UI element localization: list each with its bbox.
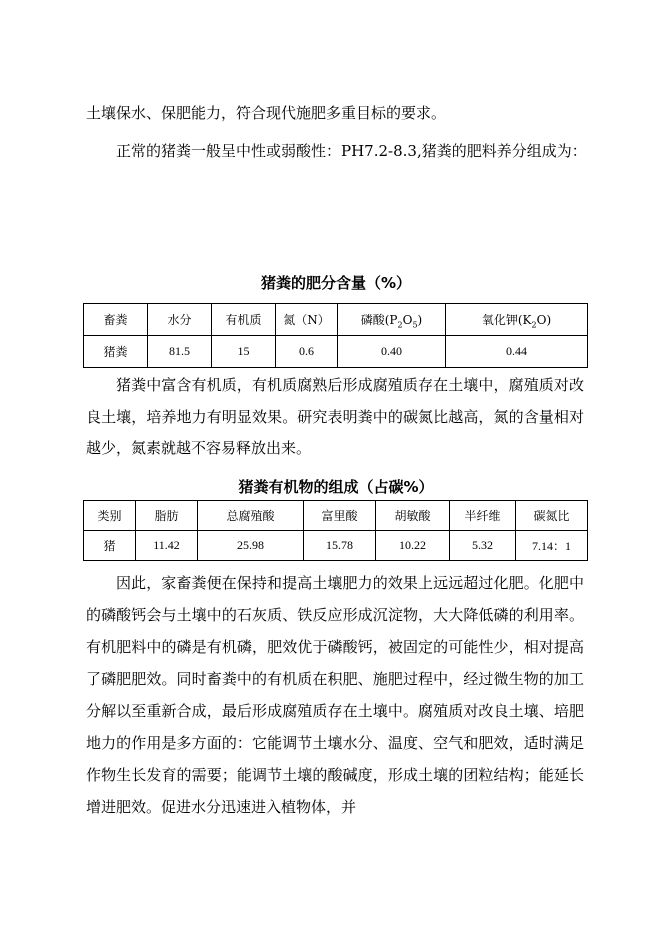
table2-cell: 25.98 xyxy=(198,531,304,561)
table2-cell: 10.22 xyxy=(376,531,450,561)
table2-cell: 11.42 xyxy=(136,531,198,561)
table1-cell: 81.5 xyxy=(148,336,212,368)
phosphate-label-end: ) xyxy=(417,313,423,327)
paragraph-organic-matter: 猪粪中富含有机质，有机质腐熟后形成腐殖质存在土壤中，腐殖质对改良土壤，培养地力有明显效果。研究表明粪中的碳氮比越高，氮的含量相对越少，氮素就越不容易释放出来。 xyxy=(86,376,584,457)
phosphate-label-mid: O xyxy=(402,313,413,327)
table-row xyxy=(84,336,588,368)
table1-header-row xyxy=(84,304,588,336)
table1-header-cell: 有机质 xyxy=(212,304,276,336)
table2-header-cell: 富里酸 xyxy=(304,501,376,531)
paragraph-conclusion: 因此，家畜粪便在保持和提高土壤肥力的效果上远远超过化肥。化肥中的磷酸钙会与土壤中的石灰质、铁反应形成沉淀物，大大降低磷的利用率。有机肥料中的磷是有机磷，肥效优于磷酸钙，被固定的可能性少，相对提高了磷肥肥效。同时畜粪中的有机质在积肥、施肥过程中，经过微生物的加工分解以至重新合成，最后形成腐殖质存在土壤中。腐殖质对改良土壤、培肥地力的作用是多方面的：它能调节土壤水分、温度、空气和肥效，适时满足作物生长发育的需要；能调节土壤的酸碱度，形成土壤的团粒结构；能延长增进肥效。促进水分迅速进入植物体，并 xyxy=(86,574,584,816)
table1-cell: 15 xyxy=(212,336,276,368)
potash-label: 氧化钾(K xyxy=(481,313,532,327)
potash-sub: 2 xyxy=(531,320,537,330)
table2-header-row xyxy=(84,501,588,531)
table1-caption: 猪粪的肥分含量（%） xyxy=(260,274,412,292)
table1-cell: 0.40 xyxy=(338,336,446,368)
table1-cell: 0.6 xyxy=(276,336,338,368)
table2-cell: 15.78 xyxy=(304,531,376,561)
table2-cell: 7.14：1 xyxy=(516,531,588,561)
table1-header-cell xyxy=(338,304,446,336)
organic-composition-table xyxy=(83,500,588,561)
table1-cell: 猪粪 xyxy=(84,336,148,368)
table2-header-cell: 总腐殖酸 xyxy=(198,501,304,531)
table1-header-cell: 水分 xyxy=(148,304,212,336)
fertilizer-content-table xyxy=(83,303,588,368)
table2-cell: 猪 xyxy=(84,531,136,561)
table2-header-cell: 碳氮比 xyxy=(516,501,588,531)
phosphate-label: 磷酸(P xyxy=(360,313,398,327)
table2-header-cell: 脂肪 xyxy=(136,501,198,531)
table1-cell: 0.44 xyxy=(446,336,588,368)
table2-cell: 5.32 xyxy=(450,531,516,561)
table1-header-cell: 氮（N） xyxy=(276,304,338,336)
table1-header-cell: 畜粪 xyxy=(84,304,148,336)
table1-header-cell xyxy=(446,304,588,336)
table2-header-cell: 半纤维 xyxy=(450,501,516,531)
table2-header-cell: 类别 xyxy=(84,501,136,531)
table2-caption: 猪粪有机物的组成（占碳%） xyxy=(238,478,434,496)
intro-line-2: 正常的猪粪一般呈中性或弱酸性：PH7.2-8.3,猪粪的肥料养分组成为： xyxy=(116,142,587,160)
potash-label-end: O) xyxy=(536,313,552,327)
table-row xyxy=(84,531,588,561)
phosphate-sub: 5 xyxy=(412,320,418,330)
phosphate-sub: 2 xyxy=(397,320,403,330)
table2-header-cell: 胡敏酸 xyxy=(376,501,450,531)
intro-line-1: 土壤保水、保肥能力，符合现代施肥多重目标的要求。 xyxy=(86,104,447,122)
